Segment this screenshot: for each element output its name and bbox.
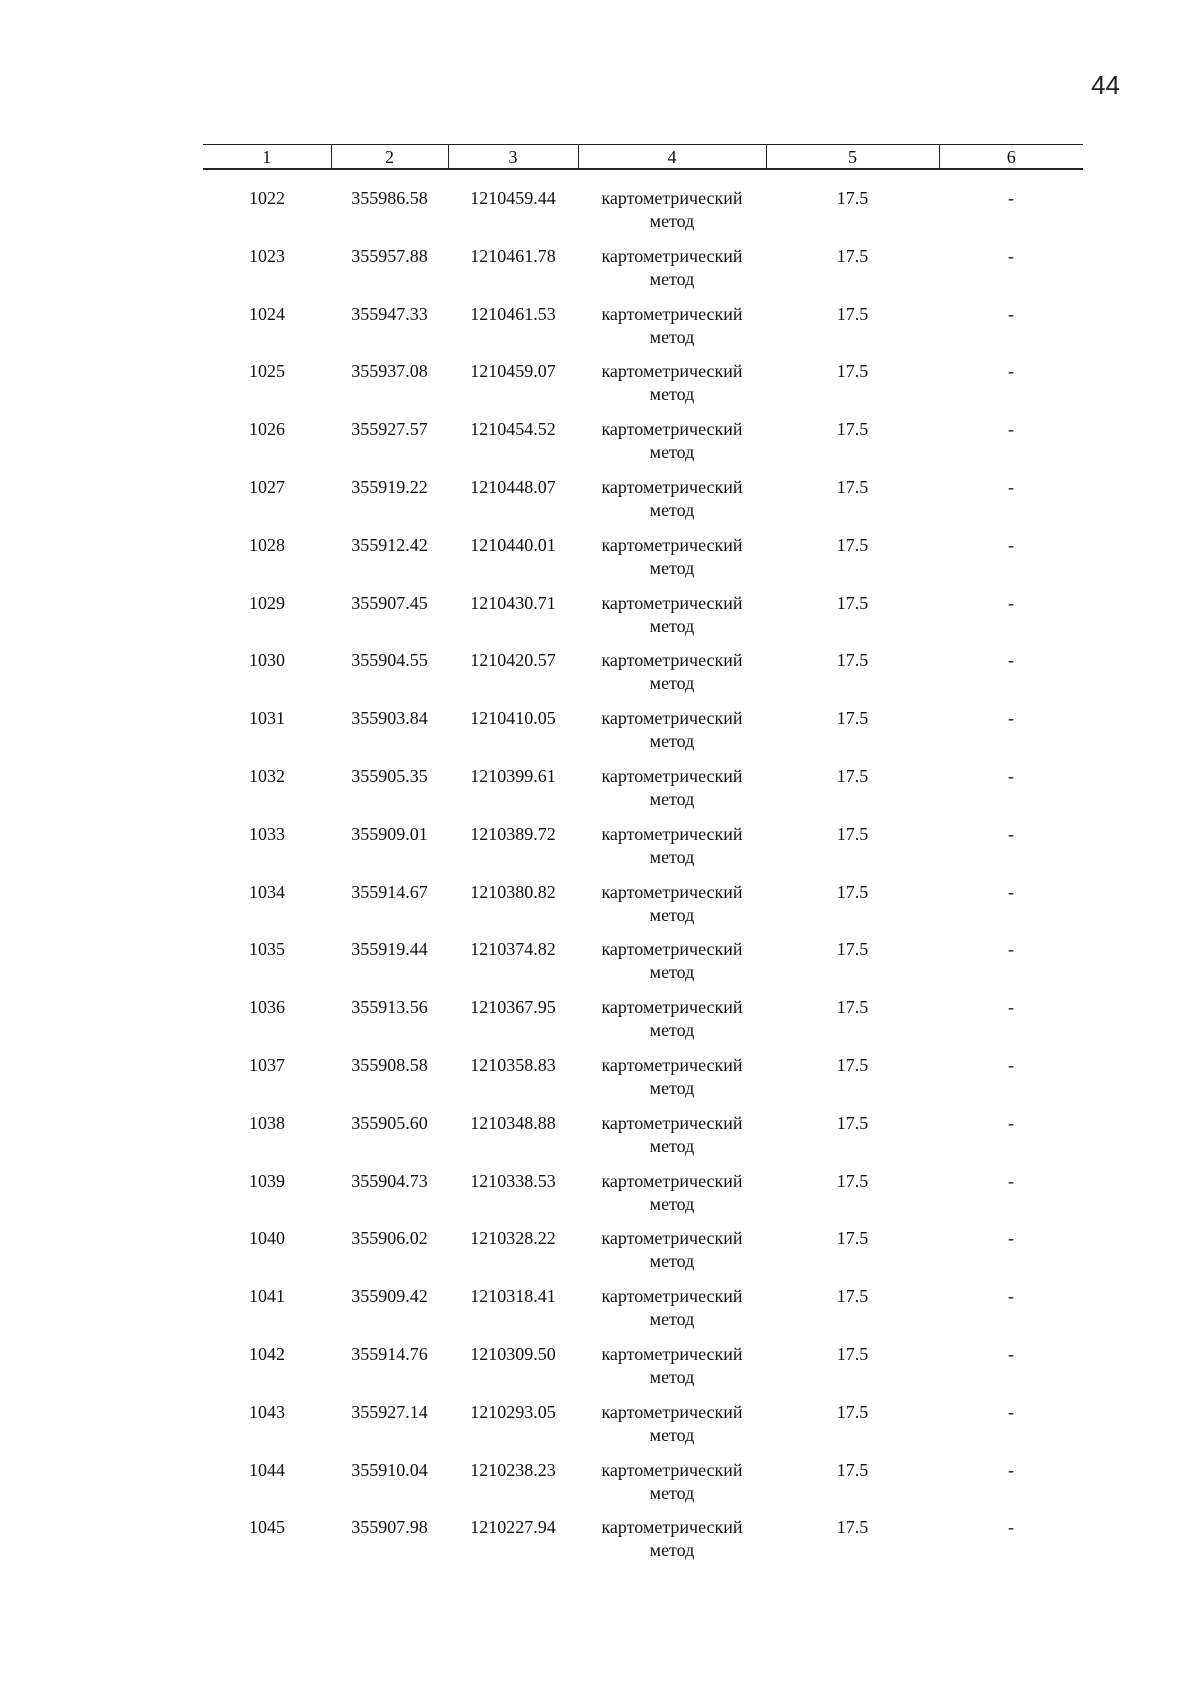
method-line-2: метод bbox=[649, 673, 695, 694]
cell-method bbox=[578, 1112, 766, 1170]
cell-accuracy: 17.5 bbox=[836, 188, 869, 208]
method-line-2: метод bbox=[649, 1540, 695, 1561]
header-col-2: 2 bbox=[331, 145, 448, 170]
cell-accuracy: 17.5 bbox=[836, 1286, 869, 1307]
cell-method bbox=[578, 1054, 766, 1112]
cell-accuracy: 17.5 bbox=[836, 765, 869, 786]
cell-point-number: 1022 bbox=[249, 188, 285, 208]
method-line-1: картометрический bbox=[601, 1401, 743, 1422]
cell-method bbox=[578, 1227, 766, 1285]
cell-y-coordinate: 1210440.01 bbox=[470, 534, 556, 555]
cell-y-coordinate: 1210461.53 bbox=[470, 303, 556, 324]
cell-note: - bbox=[1008, 881, 1014, 902]
cell-method bbox=[578, 1170, 766, 1228]
cell-method bbox=[578, 245, 766, 303]
table-row bbox=[203, 476, 1083, 534]
cell-x-coordinate: 355912.42 bbox=[351, 534, 428, 555]
cell-accuracy: 17.5 bbox=[836, 1112, 869, 1133]
cell-y-coordinate: 1210309.50 bbox=[470, 1343, 556, 1364]
cell-x-coordinate: 355910.04 bbox=[351, 1459, 428, 1480]
cell-x-coordinate: 355914.76 bbox=[351, 1343, 428, 1364]
cell-x-coordinate: 355903.84 bbox=[351, 708, 428, 729]
cell-point-number: 1033 bbox=[249, 823, 285, 844]
method-line-2: метод bbox=[649, 211, 695, 231]
method-line-2: метод bbox=[649, 846, 695, 867]
header-col-5: 5 bbox=[766, 145, 939, 170]
cell-note: - bbox=[1008, 188, 1014, 208]
cell-method bbox=[578, 1285, 766, 1343]
coordinates-table bbox=[203, 144, 1083, 1574]
header-col-6: 6 bbox=[939, 145, 1083, 170]
cell-method bbox=[578, 418, 766, 476]
coordinates-table-container bbox=[203, 144, 1083, 1574]
cell-accuracy: 17.5 bbox=[836, 650, 869, 671]
cell-method bbox=[578, 765, 766, 823]
cell-y-coordinate: 1210238.23 bbox=[470, 1459, 556, 1480]
cell-note: - bbox=[1008, 476, 1014, 497]
cell-point-number: 1040 bbox=[249, 1228, 285, 1249]
table-row bbox=[203, 1227, 1083, 1285]
cell-y-coordinate: 1210380.82 bbox=[470, 881, 556, 902]
cell-accuracy: 17.5 bbox=[836, 245, 869, 266]
cell-point-number: 1036 bbox=[249, 997, 285, 1018]
method-line-2: метод bbox=[649, 384, 695, 405]
cell-point-number: 1026 bbox=[249, 419, 285, 440]
cell-accuracy: 17.5 bbox=[836, 997, 869, 1018]
cell-method bbox=[578, 707, 766, 765]
cell-accuracy: 17.5 bbox=[836, 939, 869, 960]
method-line-1: картометрический bbox=[601, 1459, 743, 1480]
method-line-1: картометрический bbox=[601, 361, 743, 382]
method-line-2: метод bbox=[649, 1020, 695, 1041]
cell-x-coordinate: 355905.60 bbox=[351, 1112, 428, 1133]
table-row bbox=[203, 707, 1083, 765]
cell-y-coordinate: 1210454.52 bbox=[470, 419, 556, 440]
table-row bbox=[203, 592, 1083, 650]
cell-accuracy: 17.5 bbox=[836, 1401, 869, 1422]
cell-y-coordinate: 1210328.22 bbox=[470, 1228, 556, 1249]
method-line-1: картометрический bbox=[601, 476, 743, 497]
cell-note: - bbox=[1008, 939, 1014, 960]
cell-accuracy: 17.5 bbox=[836, 303, 869, 324]
table-row bbox=[203, 1516, 1083, 1574]
table-row bbox=[203, 360, 1083, 418]
cell-x-coordinate: 355957.88 bbox=[351, 245, 428, 266]
method-line-1: картометрический bbox=[601, 1517, 743, 1538]
cell-point-number: 1027 bbox=[249, 476, 285, 497]
table-row bbox=[203, 823, 1083, 881]
cell-x-coordinate: 355986.58 bbox=[351, 188, 428, 208]
method-line-2: метод bbox=[649, 1251, 695, 1272]
table-row bbox=[203, 1459, 1083, 1517]
cell-accuracy: 17.5 bbox=[836, 592, 869, 613]
cell-y-coordinate: 1210459.44 bbox=[470, 188, 556, 208]
cell-y-coordinate: 1210448.07 bbox=[470, 476, 556, 497]
method-line-1: картометрический bbox=[601, 534, 743, 555]
table-row bbox=[203, 245, 1083, 303]
cell-x-coordinate: 355927.57 bbox=[351, 419, 428, 440]
cell-y-coordinate: 1210318.41 bbox=[470, 1286, 556, 1307]
table-row bbox=[203, 1285, 1083, 1343]
method-line-2: метод bbox=[649, 268, 695, 289]
cell-x-coordinate: 355907.98 bbox=[351, 1517, 428, 1538]
method-line-2: метод bbox=[649, 615, 695, 636]
cell-accuracy: 17.5 bbox=[836, 881, 869, 902]
cell-note: - bbox=[1008, 1343, 1014, 1364]
cell-point-number: 1039 bbox=[249, 1170, 285, 1191]
cell-note: - bbox=[1008, 1170, 1014, 1191]
table-row bbox=[203, 649, 1083, 707]
cell-accuracy: 17.5 bbox=[836, 534, 869, 555]
cell-x-coordinate: 355927.14 bbox=[351, 1401, 428, 1422]
cell-note: - bbox=[1008, 708, 1014, 729]
table-row bbox=[203, 1054, 1083, 1112]
cell-accuracy: 17.5 bbox=[836, 1170, 869, 1191]
cell-accuracy: 17.5 bbox=[836, 1054, 869, 1075]
method-line-1: картометрический bbox=[601, 303, 743, 324]
cell-note: - bbox=[1008, 1228, 1014, 1249]
method-line-1: картометрический bbox=[601, 419, 743, 440]
cell-y-coordinate: 1210410.05 bbox=[470, 708, 556, 729]
cell-y-coordinate: 1210374.82 bbox=[470, 939, 556, 960]
cell-y-coordinate: 1210358.83 bbox=[470, 1054, 556, 1075]
cell-x-coordinate: 355909.42 bbox=[351, 1286, 428, 1307]
cell-accuracy: 17.5 bbox=[836, 1517, 869, 1538]
header-row bbox=[203, 145, 1083, 170]
method-line-2: метод bbox=[649, 788, 695, 809]
cell-method bbox=[578, 476, 766, 534]
cell-note: - bbox=[1008, 1517, 1014, 1538]
method-line-1: картометрический bbox=[601, 939, 743, 960]
method-line-2: метод bbox=[649, 326, 695, 347]
method-line-1: картометрический bbox=[601, 1286, 743, 1307]
cell-method bbox=[578, 938, 766, 996]
cell-y-coordinate: 1210430.71 bbox=[470, 592, 556, 613]
method-line-2: метод bbox=[649, 1424, 695, 1445]
cell-note: - bbox=[1008, 1286, 1014, 1307]
cell-point-number: 1043 bbox=[249, 1401, 285, 1422]
method-line-2: метод bbox=[649, 731, 695, 752]
method-line-2: метод bbox=[649, 1077, 695, 1098]
cell-point-number: 1030 bbox=[249, 650, 285, 671]
cell-method bbox=[578, 1343, 766, 1401]
cell-accuracy: 17.5 bbox=[836, 1228, 869, 1249]
cell-method bbox=[578, 1459, 766, 1517]
cell-y-coordinate: 1210389.72 bbox=[470, 823, 556, 844]
cell-note: - bbox=[1008, 245, 1014, 266]
cell-point-number: 1042 bbox=[249, 1343, 285, 1364]
method-line-2: метод bbox=[649, 1193, 695, 1214]
cell-accuracy: 17.5 bbox=[836, 1343, 869, 1364]
cell-point-number: 1029 bbox=[249, 592, 285, 613]
table-row bbox=[203, 534, 1083, 592]
cell-point-number: 1032 bbox=[249, 765, 285, 786]
cell-x-coordinate: 355937.08 bbox=[351, 361, 428, 382]
cell-point-number: 1023 bbox=[249, 245, 285, 266]
table-row bbox=[203, 1170, 1083, 1228]
cell-note: - bbox=[1008, 592, 1014, 613]
cell-accuracy: 17.5 bbox=[836, 361, 869, 382]
header-col-4: 4 bbox=[578, 145, 766, 170]
cell-method bbox=[578, 303, 766, 361]
method-line-2: метод bbox=[649, 1482, 695, 1503]
cell-note: - bbox=[1008, 765, 1014, 786]
cell-note: - bbox=[1008, 997, 1014, 1018]
cell-x-coordinate: 355947.33 bbox=[351, 303, 428, 324]
table-body bbox=[203, 169, 1083, 1574]
method-line-2: метод bbox=[649, 904, 695, 925]
method-line-1: картометрический bbox=[601, 245, 743, 266]
cell-method bbox=[578, 592, 766, 650]
cell-y-coordinate: 1210338.53 bbox=[470, 1170, 556, 1191]
cell-x-coordinate: 355904.73 bbox=[351, 1170, 428, 1191]
cell-note: - bbox=[1008, 361, 1014, 382]
cell-y-coordinate: 1210348.88 bbox=[470, 1112, 556, 1133]
cell-y-coordinate: 1210461.78 bbox=[470, 245, 556, 266]
cell-accuracy: 17.5 bbox=[836, 476, 869, 497]
cell-note: - bbox=[1008, 1459, 1014, 1480]
cell-point-number: 1031 bbox=[249, 708, 285, 729]
cell-point-number: 1034 bbox=[249, 881, 285, 902]
cell-note: - bbox=[1008, 1112, 1014, 1133]
cell-x-coordinate: 355906.02 bbox=[351, 1228, 428, 1249]
method-line-1: картометрический bbox=[601, 765, 743, 786]
cell-accuracy: 17.5 bbox=[836, 419, 869, 440]
cell-point-number: 1024 bbox=[249, 303, 285, 324]
method-line-1: картометрический bbox=[601, 1112, 743, 1133]
method-line-1: картометрический bbox=[601, 1170, 743, 1191]
cell-y-coordinate: 1210293.05 bbox=[470, 1401, 556, 1422]
cell-x-coordinate: 355909.01 bbox=[351, 823, 428, 844]
cell-x-coordinate: 355905.35 bbox=[351, 765, 428, 786]
method-line-1: картометрический bbox=[601, 592, 743, 613]
cell-y-coordinate: 1210420.57 bbox=[470, 650, 556, 671]
method-line-1: картометрический bbox=[601, 1343, 743, 1364]
method-line-1: картометрический bbox=[601, 650, 743, 671]
method-line-1: картометрический bbox=[601, 997, 743, 1018]
table-row bbox=[203, 881, 1083, 939]
cell-point-number: 1038 bbox=[249, 1112, 285, 1133]
cell-method bbox=[578, 360, 766, 418]
method-line-2: метод bbox=[649, 1135, 695, 1156]
cell-x-coordinate: 355907.45 bbox=[351, 592, 428, 613]
cell-x-coordinate: 355913.56 bbox=[351, 997, 428, 1018]
table-row bbox=[203, 303, 1083, 361]
method-line-1: картометрический bbox=[601, 708, 743, 729]
page-number: 44 bbox=[1091, 70, 1120, 100]
cell-x-coordinate: 355919.44 bbox=[351, 939, 428, 960]
cell-method bbox=[578, 823, 766, 881]
cell-y-coordinate: 1210459.07 bbox=[470, 361, 556, 382]
cell-method bbox=[578, 881, 766, 939]
method-line-1: картометрический bbox=[601, 1228, 743, 1249]
cell-method bbox=[578, 996, 766, 1054]
table-row bbox=[203, 996, 1083, 1054]
cell-method bbox=[578, 649, 766, 707]
cell-y-coordinate: 1210367.95 bbox=[470, 997, 556, 1018]
header-col-3: 3 bbox=[448, 145, 578, 170]
table-row bbox=[203, 169, 1083, 245]
cell-method bbox=[578, 169, 766, 245]
cell-point-number: 1041 bbox=[249, 1286, 285, 1307]
cell-point-number: 1037 bbox=[249, 1054, 285, 1075]
method-line-2: метод bbox=[649, 442, 695, 463]
table-row bbox=[203, 938, 1083, 996]
cell-note: - bbox=[1008, 1054, 1014, 1075]
cell-note: - bbox=[1008, 534, 1014, 555]
method-line-2: метод bbox=[649, 962, 695, 983]
cell-x-coordinate: 355919.22 bbox=[351, 476, 428, 497]
cell-point-number: 1044 bbox=[249, 1459, 285, 1480]
cell-note: - bbox=[1008, 823, 1014, 844]
cell-method bbox=[578, 534, 766, 592]
cell-x-coordinate: 355908.58 bbox=[351, 1054, 428, 1075]
cell-accuracy: 17.5 bbox=[836, 708, 869, 729]
cell-y-coordinate: 1210399.61 bbox=[470, 765, 556, 786]
cell-note: - bbox=[1008, 1401, 1014, 1422]
method-line-2: метод bbox=[649, 557, 695, 578]
method-line-1: картометрический bbox=[601, 881, 743, 902]
cell-accuracy: 17.5 bbox=[836, 1459, 869, 1480]
cell-x-coordinate: 355904.55 bbox=[351, 650, 428, 671]
method-line-1: картометрический bbox=[601, 1054, 743, 1075]
cell-point-number: 1035 bbox=[249, 939, 285, 960]
table-row bbox=[203, 1401, 1083, 1459]
cell-point-number: 1045 bbox=[249, 1517, 285, 1538]
cell-accuracy: 17.5 bbox=[836, 823, 869, 844]
method-line-2: метод bbox=[649, 1309, 695, 1330]
cell-x-coordinate: 355914.67 bbox=[351, 881, 428, 902]
cell-note: - bbox=[1008, 419, 1014, 440]
table-row bbox=[203, 765, 1083, 823]
cell-method bbox=[578, 1401, 766, 1459]
cell-point-number: 1025 bbox=[249, 361, 285, 382]
method-line-1: картометрический bbox=[601, 823, 743, 844]
method-line-2: метод bbox=[649, 499, 695, 520]
table-header bbox=[203, 145, 1083, 170]
method-line-2: метод bbox=[649, 1366, 695, 1387]
table-row bbox=[203, 418, 1083, 476]
cell-method bbox=[578, 1516, 766, 1574]
cell-y-coordinate: 1210227.94 bbox=[470, 1517, 556, 1538]
cell-note: - bbox=[1008, 303, 1014, 324]
table-row bbox=[203, 1343, 1083, 1401]
table-row bbox=[203, 1112, 1083, 1170]
cell-point-number: 1028 bbox=[249, 534, 285, 555]
header-col-1: 1 bbox=[203, 145, 331, 170]
method-line-1: картометрический bbox=[601, 188, 743, 208]
cell-note: - bbox=[1008, 650, 1014, 671]
